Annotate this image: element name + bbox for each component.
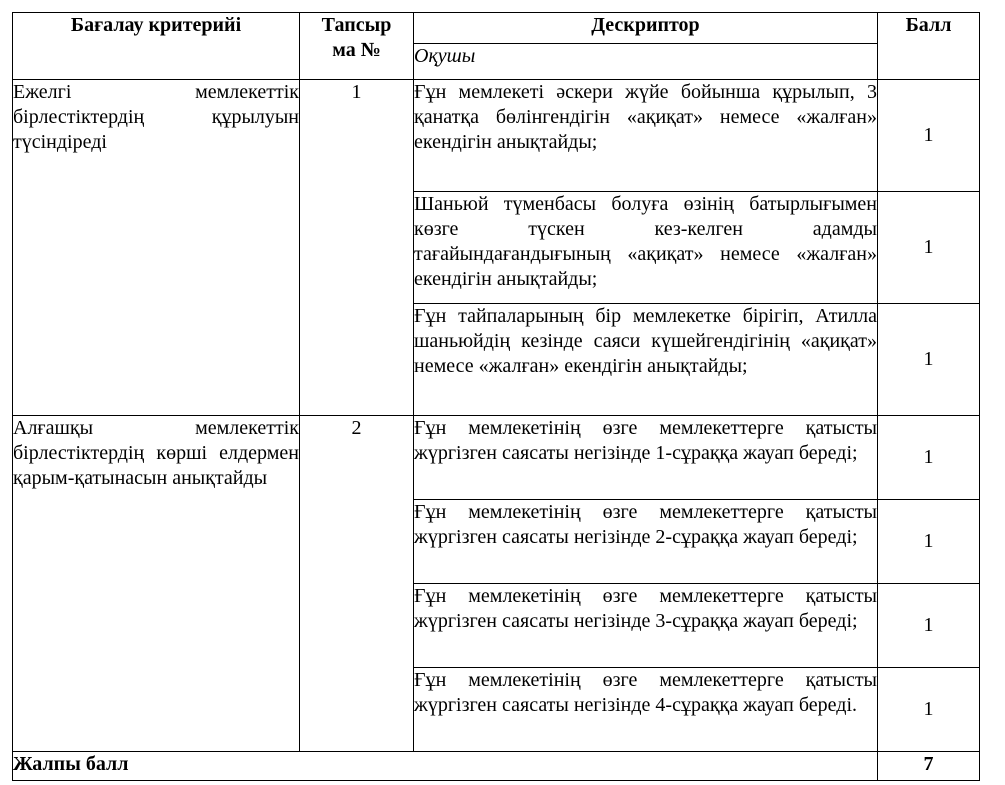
score-cell: 1 (878, 584, 980, 668)
descriptor-cell: Ғұн мемлекетінің өзге мемлекеттерге қатысты жүргізген саясаты негізінде 3-сұраққа жауап береді; (414, 584, 878, 668)
task-number-cell: 1 (300, 80, 414, 416)
descriptor-cell: Ғұн мемлекеті әскери жүйе бойынша құрылып, 3 қанатқа бөлінгендігін «ақиқат» немесе «жалған» екендігін анықтайды; (414, 80, 878, 192)
header-criteria: Бағалау критерийі (13, 13, 300, 80)
task-number-cell: 2 (300, 416, 414, 752)
criterion-cell: Алғашқы мемлекеттік бірлестіктердің көрші елдермен қарым-қатынасын анықтайды (13, 416, 300, 752)
assessment-rubric-table (12, 12, 980, 781)
header-task (300, 13, 414, 80)
score-cell: 1 (878, 80, 980, 192)
score-cell: 1 (878, 304, 980, 416)
score-cell: 1 (878, 192, 980, 304)
total-score: 7 (878, 752, 980, 781)
descriptor-cell: Ғұн мемлекетінің өзге мемлекеттерге қатысты жүргізген саясаты негізінде 2-сұраққа жауап береді; (414, 500, 878, 584)
score-cell: 1 (878, 668, 980, 752)
header-task-line2: ма № (332, 39, 381, 61)
header-row (13, 13, 980, 44)
criterion-cell: Ежелгі мемлекеттік бірлестіктердің құрылуын түсіндіреді (13, 80, 300, 416)
table-row (13, 416, 980, 500)
descriptor-cell: Ғұн мемлекетінің өзге мемлекеттерге қатысты жүргізген саясаты негізінде 4-сұраққа жауап береді. (414, 668, 878, 752)
total-label: Жалпы балл (13, 752, 878, 781)
header-student: Оқушы (414, 44, 878, 80)
header-score: Балл (878, 13, 980, 80)
score-cell: 1 (878, 500, 980, 584)
descriptor-cell: Шаньюй түменбасы болуға өзінің батырлығымен көзге түскен кез-келген адамды тағайындағандығының «ақиқат» немесе «жалған» екендігін анықтайды; (414, 192, 878, 304)
score-cell: 1 (878, 416, 980, 500)
descriptor-cell: Ғұн тайпаларының бір мемлекетке бірігіп, Атилла шаньюйдің кезінде саяси күшейгендігінің «ақиқат» немесе «жалған» екендігін анықтайды; (414, 304, 878, 416)
total-row (13, 752, 980, 781)
descriptor-cell: Ғұн мемлекетінің өзге мемлекеттерге қатысты жүргізген саясаты негізінде 1-сұраққа жауап береді; (414, 416, 878, 500)
header-task-line1: Тапсыр (321, 14, 392, 36)
header-descriptor: Дескриптор (414, 13, 878, 44)
table-row (13, 80, 980, 192)
